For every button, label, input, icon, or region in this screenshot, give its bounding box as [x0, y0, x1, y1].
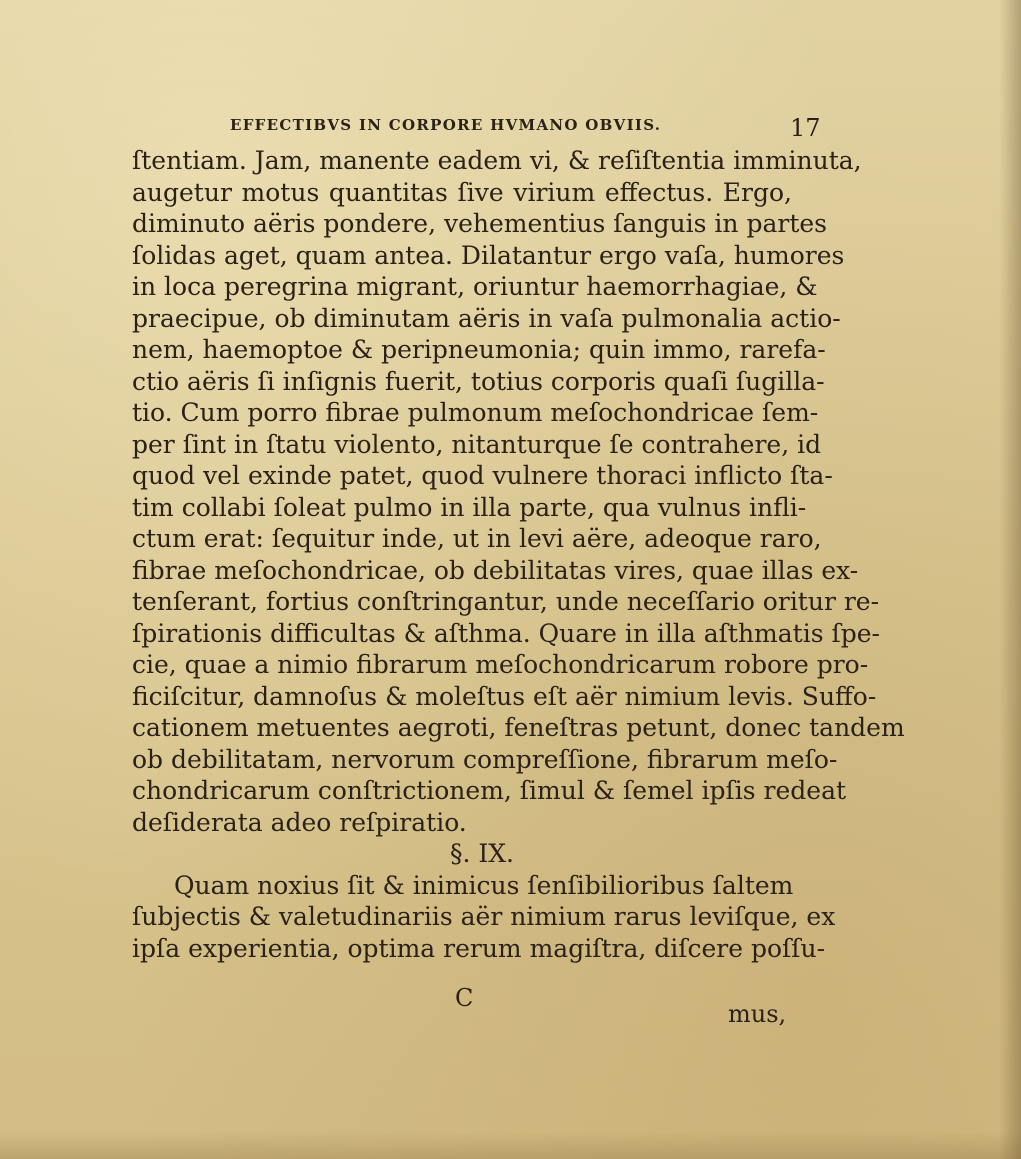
section-heading: §. IX. [449, 839, 514, 868]
text-line: tio. Cum porro fibrae pulmonum meſochondricae ſem- [132, 398, 819, 427]
text-line: tenſerant, fortius conſtringantur, unde neceſſario oritur re- [132, 587, 880, 616]
text-line: ſolidas aget, quam antea. Dilatantur ergo vaſa, humores [132, 240, 845, 270]
text-line: ſpirationis difficultas & aſthma. Quare in illa aſthmatis ſpe- [132, 618, 880, 648]
text-line: ſubjectis & valetudinariis aër nimium rarus leviſque, ex [132, 902, 836, 931]
text-line: per ſint in ſtatu violento, nitanturque ſe contrahere, id [132, 429, 822, 459]
text-line: ficiſcitur, damnoſus & moleſtus eſt aër nimium levis. Suffo- [132, 681, 877, 711]
signature-mark: C [455, 984, 474, 1012]
text-line: cie, quae a nimio fibrarum meſochondricarum robore pro- [132, 650, 869, 679]
page-edge-shadow [999, 0, 1021, 1159]
text-line: augetur motus quantitas ſive virium effectus. Ergo, [132, 177, 792, 207]
text-line: ob debilitatam, nervorum compreſſione, fibrarum meſo- [132, 744, 838, 774]
text-line: ſtentiam. Jam, manente eadem vi, & reſiſtentia imminuta, [132, 146, 862, 175]
text-line: praecipue, ob diminutam aëris in vaſa pulmonalia actio- [132, 303, 841, 333]
text-line: ipſa experientia, optima rerum magiſtra, diſcere poſſu- [132, 933, 826, 963]
text-line: ctio aëris ſi inſignis fuerit, totius corporis quaſi ſugilla- [132, 366, 825, 396]
body-text [132, 145, 905, 964]
text-line: diminuto aëris pondere, vehementius ſanguis in partes [132, 209, 828, 238]
catchword: mus, [728, 1000, 787, 1028]
text-line: cationem metuentes aegroti, feneſtras petunt, donec tandem [132, 713, 905, 742]
text-line: fibrae meſochondricae, ob debilitatas vires, quae illas ex- [132, 555, 859, 585]
text-line: quod vel exinde patet, quod vulnere thoraci inflicto ſta- [132, 461, 833, 490]
running-head: EFFECTIBVS IN CORPORE HVMANO OBVIIS. [230, 116, 662, 134]
page-bottom-shadow [0, 1131, 1021, 1159]
text-line: tim collabi ſoleat pulmo in illa parte, qua vulnus infli- [132, 492, 807, 522]
text-line: Quam noxius ſit & inimicus ſenſibilioribus ſaltem [174, 870, 794, 900]
text-line: nem, haemoptoe & peripneumonia; quin immo, rarefa- [132, 335, 826, 364]
page-number: 17 [790, 114, 821, 142]
text-line: deſiderata adeo reſpiratio. [132, 807, 467, 837]
text-line: chondricarum conſtrictionem, ſimul & ſemel ipſis redeat [132, 776, 847, 805]
text-line: in loca peregrina migrant, oriuntur haemorrhagiae, & [132, 272, 818, 301]
text-line: ctum erat: ſequitur inde, ut in levi aëre, adeoque raro, [132, 524, 822, 553]
